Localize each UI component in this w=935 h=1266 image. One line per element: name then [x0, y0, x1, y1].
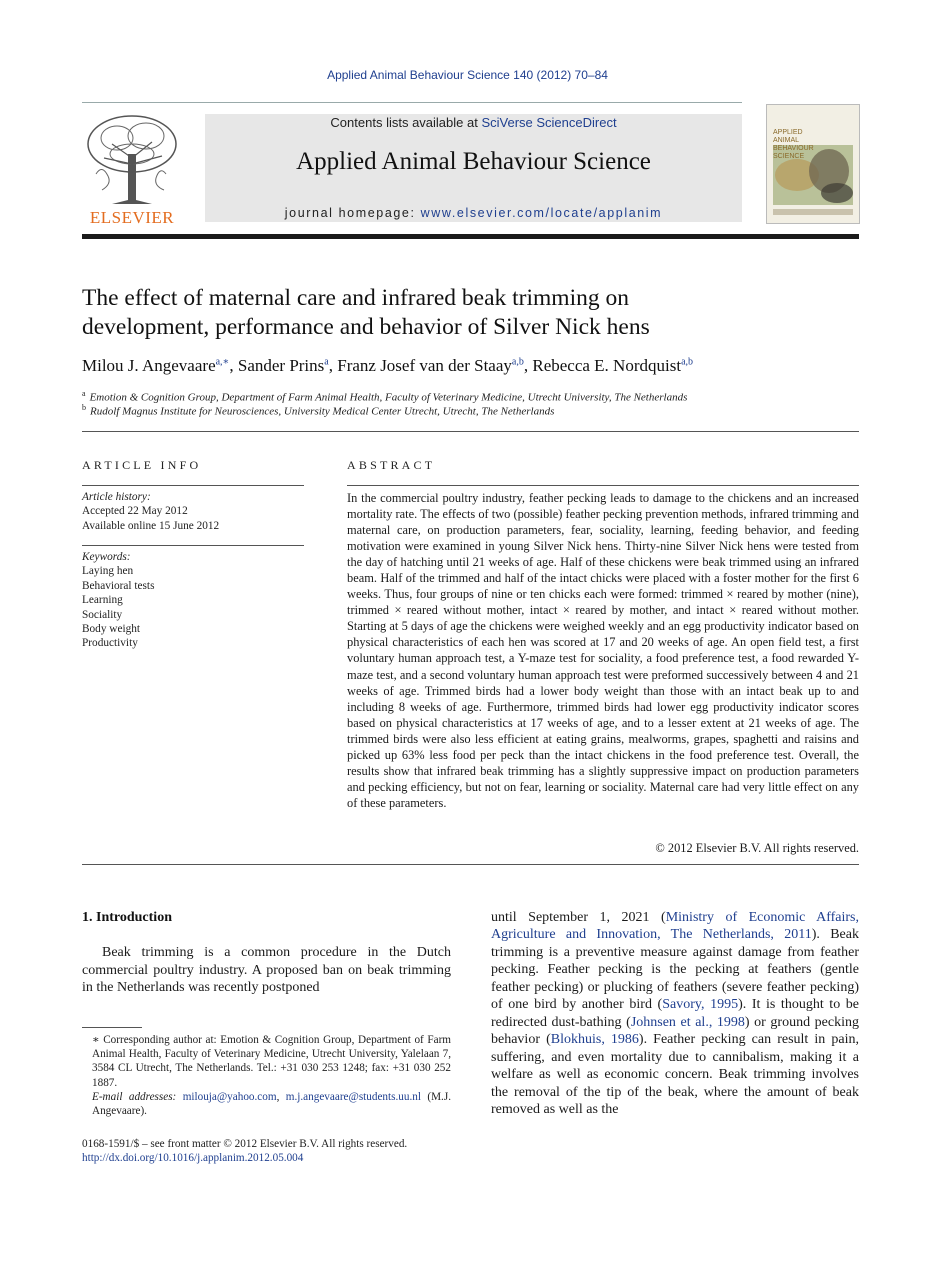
section-rule — [82, 431, 859, 432]
citation-link[interactable]: Johnsen et al., 1998 — [630, 1014, 745, 1030]
available-date: Available online 15 June 2012 — [82, 519, 220, 532]
journal-banner — [205, 114, 742, 222]
journal-homepage — [205, 206, 742, 220]
email-addresses — [82, 1090, 451, 1118]
publisher-wordmark: ELSEVIER — [89, 208, 175, 227]
accepted-date: Accepted 22 May 2012 — [82, 505, 188, 518]
body-text: ). Beak trimming is a preventive measure against damage from feather pecking. Feather pecking is the pecking at feathers (gentle feather pecking) or plucking of feathers (severe feather pecking) of one bird by another bird ( — [491, 927, 859, 1013]
title-line-1: The effect of maternal care and infrared beak trimming on — [82, 285, 629, 311]
keywords-rule — [82, 545, 304, 546]
journal-citation: Applied Animal Behaviour Science 140 (2012) 70–84 — [327, 68, 608, 82]
affiliation-text: Emotion & Cognition Group, Department of Farm Animal Health, Faculty of Veterinary Medicine, Utrecht University, The Netherlands — [89, 391, 688, 404]
body-text: until September 1, 2021 ( — [491, 910, 666, 925]
affiliation-a — [82, 389, 842, 404]
introduction-right-column — [491, 909, 859, 1118]
author-list: Milou J. Angevaare$^{a,∗}$, Sander Prins$^a$, Franz Josef van der Staay$^{a,b}$, Rebecca E. Nordquist$^{a,b}$ — [82, 356, 694, 375]
article-info-rule — [82, 485, 304, 486]
corresponding-author-text: ∗ Corresponding author at: Emotion & Cognition Group, Department of Farm Animal Health, Faculty of Veterinary Medicine, Utrecht University, Yalelaan 7, 3584 CL Utrecht, The Netherlands. Tel.: +31 030 253 1248; fax: +31 030 252 1887. — [92, 1034, 451, 1089]
keyword: Behavioral tests — [82, 579, 155, 592]
abstract-rule — [347, 485, 859, 486]
affiliation-label: a — [82, 389, 86, 398]
article-info-heading: ARTICLE INFO — [82, 458, 202, 472]
issn-line: 0168-1591/$ – see front matter © 2012 Elsevier B.V. All rights reserved. — [82, 1138, 408, 1150]
abstract-heading: ABSTRACT — [347, 458, 436, 472]
front-matter — [82, 1137, 502, 1165]
email-owner: (M.J. Angevaare). — [92, 1090, 452, 1118]
email-separator: , — [276, 1090, 286, 1103]
author-affiliation-link[interactable]: a,∗ — [215, 356, 230, 368]
header-rule — [82, 102, 742, 103]
keywords — [82, 550, 304, 651]
article-title — [82, 284, 782, 342]
journal-name: Applied Animal Behaviour Science — [296, 148, 651, 175]
body-text: ). It is thought to be redirected dust-bathing ( — [491, 997, 860, 1030]
body-text: ) or ground pecking behavior ( — [491, 1014, 859, 1048]
tree-icon — [82, 114, 182, 206]
affiliation-text: Rudolf Magnus Institute for Neurosciences, University Medical Center Utrecht, Utrecht, The Netherlands — [90, 405, 555, 418]
introduction-left-column: Beak trimming is a common procedure in the Dutch commercial poultry industry. A proposed ban on beak trimming in the Netherlands was recently postponed — [82, 945, 451, 996]
journal-cover-image — [766, 104, 860, 224]
cover-art — [767, 105, 859, 223]
header-thick-rule — [82, 234, 859, 239]
email-link[interactable]: m.j.angevaare@students.uu.nl — [285, 1090, 421, 1103]
email-label: E-mail addresses: — [92, 1090, 183, 1103]
author-affiliation-link[interactable]: a,b — [511, 356, 524, 368]
author-name: Rebecca E. Nordquist — [532, 356, 682, 375]
body-text: ). Feather pecking can result in pain, suffering, and even mortality due to cannibalism, making it a welfare as well as economic concern. Beak trimming involves the removal of the tip of the beak, where the amount of beak removed as well as the — [491, 1032, 859, 1117]
title-line-2: development, performance and behavior of Silver Nick hens — [82, 314, 650, 340]
introduction-heading: 1. Introduction — [82, 910, 172, 925]
citation-link[interactable]: Savory, 1995 — [662, 997, 739, 1013]
contents-line — [205, 115, 742, 130]
affiliation-label: b — [82, 403, 86, 412]
author-affiliation-link[interactable]: a — [324, 356, 329, 368]
history-label: Article history: — [82, 491, 151, 503]
keywords-label: Keywords: — [82, 551, 131, 563]
author-name: Milou J. Angevaare — [82, 356, 216, 375]
doi-link[interactable]: http://dx.doi.org/10.1016/j.applanim.2012.05.004 — [82, 1152, 304, 1165]
abstract-bottom-rule — [82, 864, 859, 865]
citation-link[interactable]: Ministry of Economic Affairs, Agriculture and Innovation, The Netherlands, 2011 — [491, 910, 859, 943]
author-affiliation-link[interactable]: a,b — [681, 356, 694, 368]
author-name: Franz Josef van der Staay — [337, 356, 512, 375]
homepage-link[interactable]: www.elsevier.com/locate/applanim — [420, 206, 663, 220]
keyword: Learning — [82, 594, 123, 607]
affiliation-b — [82, 403, 842, 418]
keyword: Body weight — [82, 623, 141, 636]
keyword: Sociality — [82, 608, 123, 621]
elsevier-logo — [82, 114, 182, 226]
keyword: Productivity — [82, 637, 138, 650]
cover-title: APPLIED ANIMAL BEHAVIOUR SCIENCE — [773, 129, 814, 160]
citation-link[interactable]: Blokhuis, 1986 — [550, 1032, 639, 1048]
email-link[interactable]: milouja@yahoo.com — [182, 1090, 277, 1103]
author-name: Sander Prins — [237, 356, 325, 375]
contents-prefix: Contents lists available at — [330, 115, 482, 130]
copyright-notice: © 2012 Elsevier B.V. All rights reserved. — [655, 841, 859, 855]
keyword: Laying hen — [82, 565, 134, 578]
article-history — [82, 490, 304, 533]
abstract-text: In the commercial poultry industry, feather pecking leads to damage to the chickens and an increased mortality rate. The effects of two (possible) feather pecking prevention methods, infrared trimming and maternal care, on production parameters, fear, sociality, learning, feeding behavior, and feeding motivation were examined in young Silver Nick hens. Thirty-nine Silver Nick hens were tested from the day of hatching until 21 weeks of age. Half of these chickens were beak trimmed using an infrared beam. Half of the trimmed and half of the intact chicks were placed with a foster mother for the first 6 weeks. Thus, four groups of nine or ten chicks each were formed: trimmed × reared by mother (nine), trimmed × reared without mother, intact × reared by mother, and intact × reared without mother. Starting at 5 days of age the chickens were weighed weekly and an egg productivity indicator based on physical characteristics of each hen was scored at 17 and 20 weeks of age. An open field test, a first voluntary human approach test, a Y-maze test for sociality, a food preference test, a food rewarded Y-maze test, and a second voluntary human approach test were preformed successively between 4 and 21 weeks of age. Trimmed birds had a lower body weight than those with an intact beak up to and including 8 weeks of age. Furthermore, trimmed birds had lower egg productivity indicator scores based on physical characteristics at 17 weeks of age, and to a lesser extent at 21 weeks of age. The trimmed birds were also less efficient at eating grains, mealworms, grapes, spaghetti and raisins and picked up 63% less food per peck than the intact chickens in the food preference test. Overall, the results show that infrared beak trimming has a slightly suppressive impact on production parameters and pecking efficiency, but not on fear, learning or sociality. Maternal care had very little effect on any of these parameters. — [347, 491, 859, 810]
footnote-rule — [82, 1027, 142, 1028]
sciencedirect-link[interactable]: SciVerse ScienceDirect — [481, 115, 617, 130]
corresponding-author-footnote — [82, 1033, 451, 1118]
homepage-prefix: journal homepage: — [284, 206, 421, 220]
